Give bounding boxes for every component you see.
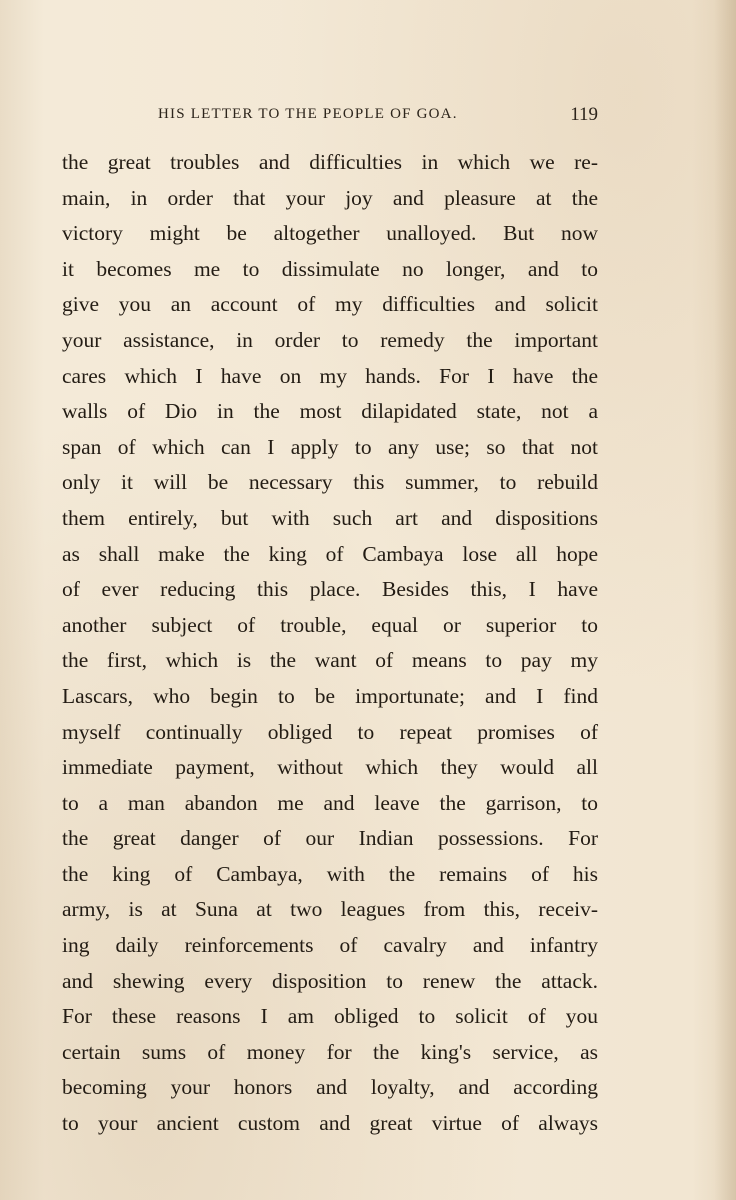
text-line: as shall make the king of Cambaya lose all hope bbox=[62, 541, 598, 566]
running-head bbox=[62, 104, 598, 128]
text-line: walls of Dio in the most dilapidated state, not a bbox=[62, 399, 598, 424]
text-line: the great danger of our Indian possessions. For bbox=[62, 826, 598, 851]
text-line: immediate payment, without which they would all bbox=[62, 755, 598, 780]
text-line: of ever reducing this place. Besides this, I have bbox=[62, 577, 598, 602]
page-edge-shadow bbox=[714, 0, 736, 1200]
text-line: the first, which is the want of means to pay my bbox=[62, 648, 598, 673]
text-line: it becomes me to dissimulate no longer, and to bbox=[62, 256, 598, 281]
text-line: to your ancient custom and great virtue of always bbox=[62, 1111, 598, 1136]
text-line: main, in order that your joy and pleasure at the bbox=[62, 185, 598, 210]
text-line: span of which can I apply to any use; so that not bbox=[62, 434, 598, 459]
page-number: 119 bbox=[570, 104, 598, 125]
text-line: your assistance, in order to remedy the important bbox=[62, 327, 598, 352]
text-line: another subject of trouble, equal or superior to bbox=[62, 612, 598, 637]
body-text bbox=[62, 145, 598, 1142]
text-line: cares which I have on my hands. For I have the bbox=[62, 363, 598, 388]
text-line: army, is at Suna at two leagues from this, receiv- bbox=[62, 897, 598, 922]
text-line: myself continually obliged to repeat promises of bbox=[62, 719, 598, 744]
text-line: certain sums of money for the king's service, as bbox=[62, 1039, 598, 1064]
text-line: only it will be necessary this summer, to rebuild bbox=[62, 470, 598, 495]
text-line: For these reasons I am obliged to solicit of you bbox=[62, 1004, 598, 1029]
text-line: the king of Cambaya, with the remains of his bbox=[62, 861, 598, 886]
text-line: to a man abandon me and leave the garrison, to bbox=[62, 790, 598, 815]
text-line: give you an account of my difficulties and solicit bbox=[62, 292, 598, 317]
text-line: the great troubles and difficulties in which we re- bbox=[62, 150, 598, 174]
text-line: Lascars, who begin to be importunate; and I find bbox=[62, 683, 598, 708]
text-line: ing daily reinforcements of cavalry and infantry bbox=[62, 933, 598, 958]
text-line: victory might be altogether unalloyed. But now bbox=[62, 221, 598, 246]
text-line: and shewing every disposition to renew the attack. bbox=[62, 968, 598, 993]
running-title: HIS LETTER TO THE PEOPLE OF GOA. bbox=[158, 106, 458, 122]
text-line: them entirely, but with such art and dispositions bbox=[62, 505, 598, 530]
text-line: becoming your honors and loyalty, and according bbox=[62, 1075, 598, 1100]
